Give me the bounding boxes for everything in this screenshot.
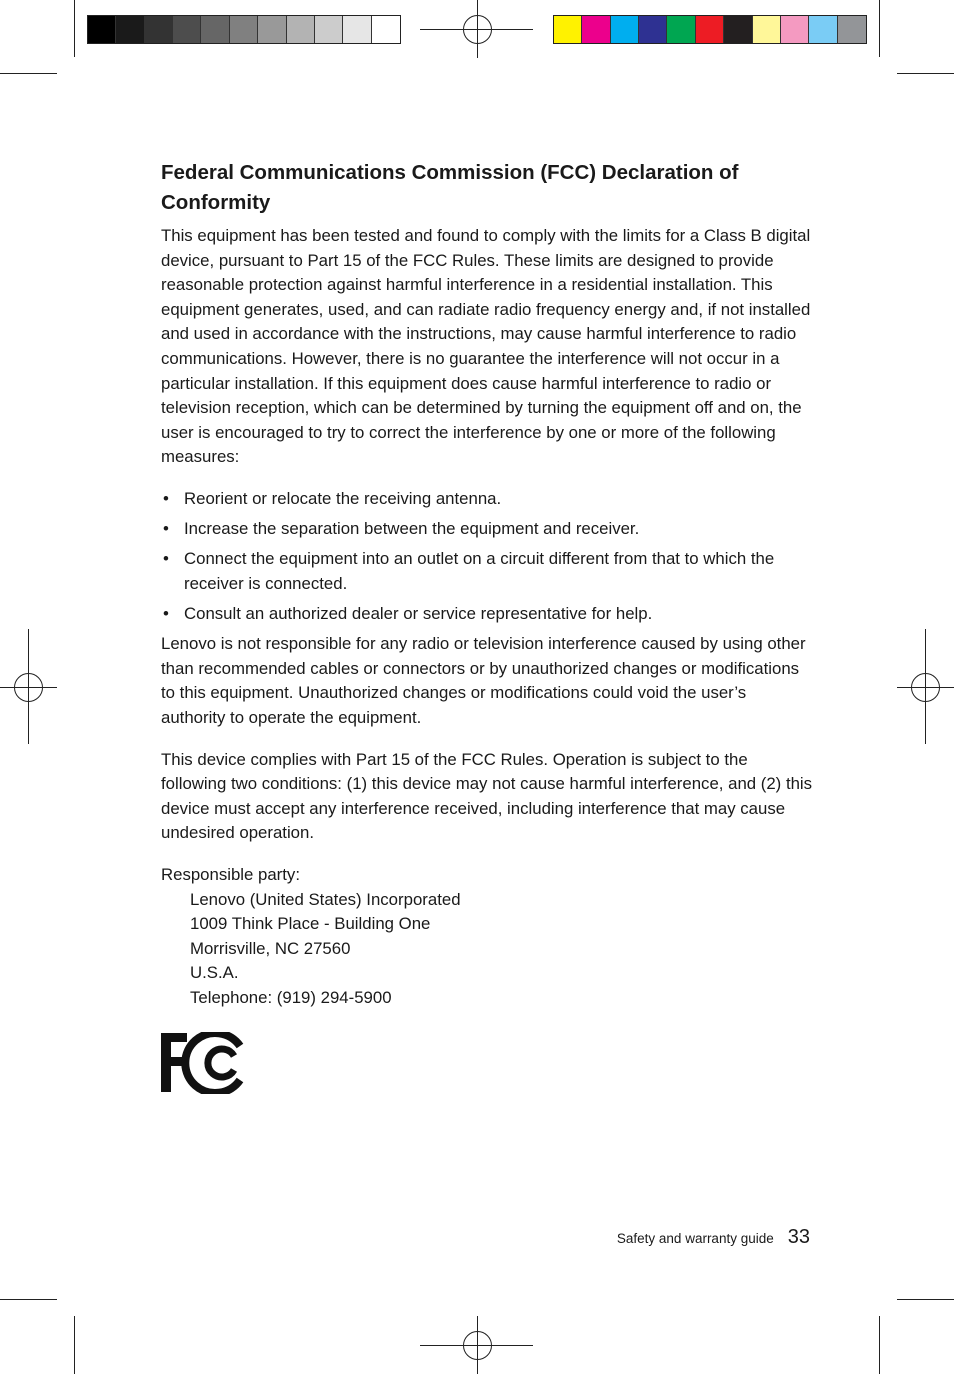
bullet-icon: • (163, 604, 169, 624)
fcc-declaration-section (161, 158, 813, 1011)
color-swatch (554, 16, 582, 43)
bullet-icon: • (163, 519, 169, 539)
intro-paragraph: This equipment has been tested and found to comply with the limits for a Class B digital device, pursuant to Part 15 of the FCC Rules. These limits are designed to provide reasonable protection against harmful interference in a residential installation. This equipment generates, used, and can radiate radio frequency energy and, if not installed and used in accordance with the instructions, may cause harmful interference to radio communications. However, there is no guarantee the interference will not occur in a particular installation. If this equipment does cause harmful interference to radio or television reception, which can be determined by turning the equipment off and on, the user is encouraged to try to correct the interference by one or more of the following measures: (161, 226, 811, 467)
page-footer (617, 1226, 810, 1249)
color-swatch (582, 16, 610, 43)
list-item: • Increase the separation between the equipment and receiver. (161, 517, 813, 542)
color-swatch (88, 16, 116, 43)
bullet-icon: • (163, 488, 169, 508)
address-line: Lenovo (United States) Incorporated (190, 889, 461, 909)
color-swatch (230, 16, 258, 43)
color-swatch (315, 16, 343, 43)
color-swatch (667, 16, 695, 43)
color-swatch (753, 16, 781, 43)
page-number: 33 (787, 1226, 810, 1248)
color-swatch (781, 16, 809, 43)
color-swatch (372, 16, 400, 43)
section-heading: Federal Communications Commission (FCC) Declaration of Conformity (161, 161, 739, 214)
color-swatch (724, 16, 752, 43)
guide-label: Safety and warranty guide (616, 1231, 774, 1246)
fcc-logo-icon (160, 1032, 244, 1094)
color-swatch (639, 16, 667, 43)
color-swatch (696, 16, 724, 43)
color-swatch (809, 16, 837, 43)
address-line: Morrisville, NC 27560 (190, 938, 351, 958)
list-item: • Reorient or relocate the receiving antenna. (161, 487, 813, 512)
color-swatch (116, 16, 144, 43)
color-swatch (173, 16, 201, 43)
color-swatch (258, 16, 286, 43)
color-swatch (611, 16, 639, 43)
list-item: • Connect the equipment into an outlet on a circuit different from that to which the receiver is connected. (163, 549, 775, 593)
color-swatch (287, 16, 315, 43)
responsible-party-address (161, 888, 813, 1011)
color-swatch (201, 16, 229, 43)
color-swatch (838, 16, 866, 43)
responsible-party-label: Responsible party: (161, 865, 300, 885)
color-swatch (343, 16, 371, 43)
bullet-icon: • (163, 549, 169, 569)
color-calibration-bar (553, 15, 867, 44)
address-line: 1009 Think Place - Building One (190, 914, 431, 934)
compliance-paragraph: This device complies with Part 15 of the FCC Rules. Operation is subject to the following two conditions: (1) this device may not cause harmful interference, and (2) this device must accept any interference received, including interference that may cause undesired operation. (161, 749, 813, 843)
measures-list (161, 487, 813, 627)
list-item: • Consult an authorized dealer or service representative for help. (161, 602, 813, 627)
address-line: Telephone: (919) 294-5900 (190, 988, 392, 1007)
color-swatch (145, 16, 173, 43)
disclaimer-paragraph: Lenovo is not responsible for any radio or television interference caused by using other than recommended cables or connectors or by unauthorized changes or modifications to this equipment. Unauthorized changes or modifications could void the user’s authority to operate the equipment. (161, 634, 806, 728)
address-line: U.S.A. (190, 963, 239, 983)
grayscale-calibration-bar (87, 15, 401, 44)
